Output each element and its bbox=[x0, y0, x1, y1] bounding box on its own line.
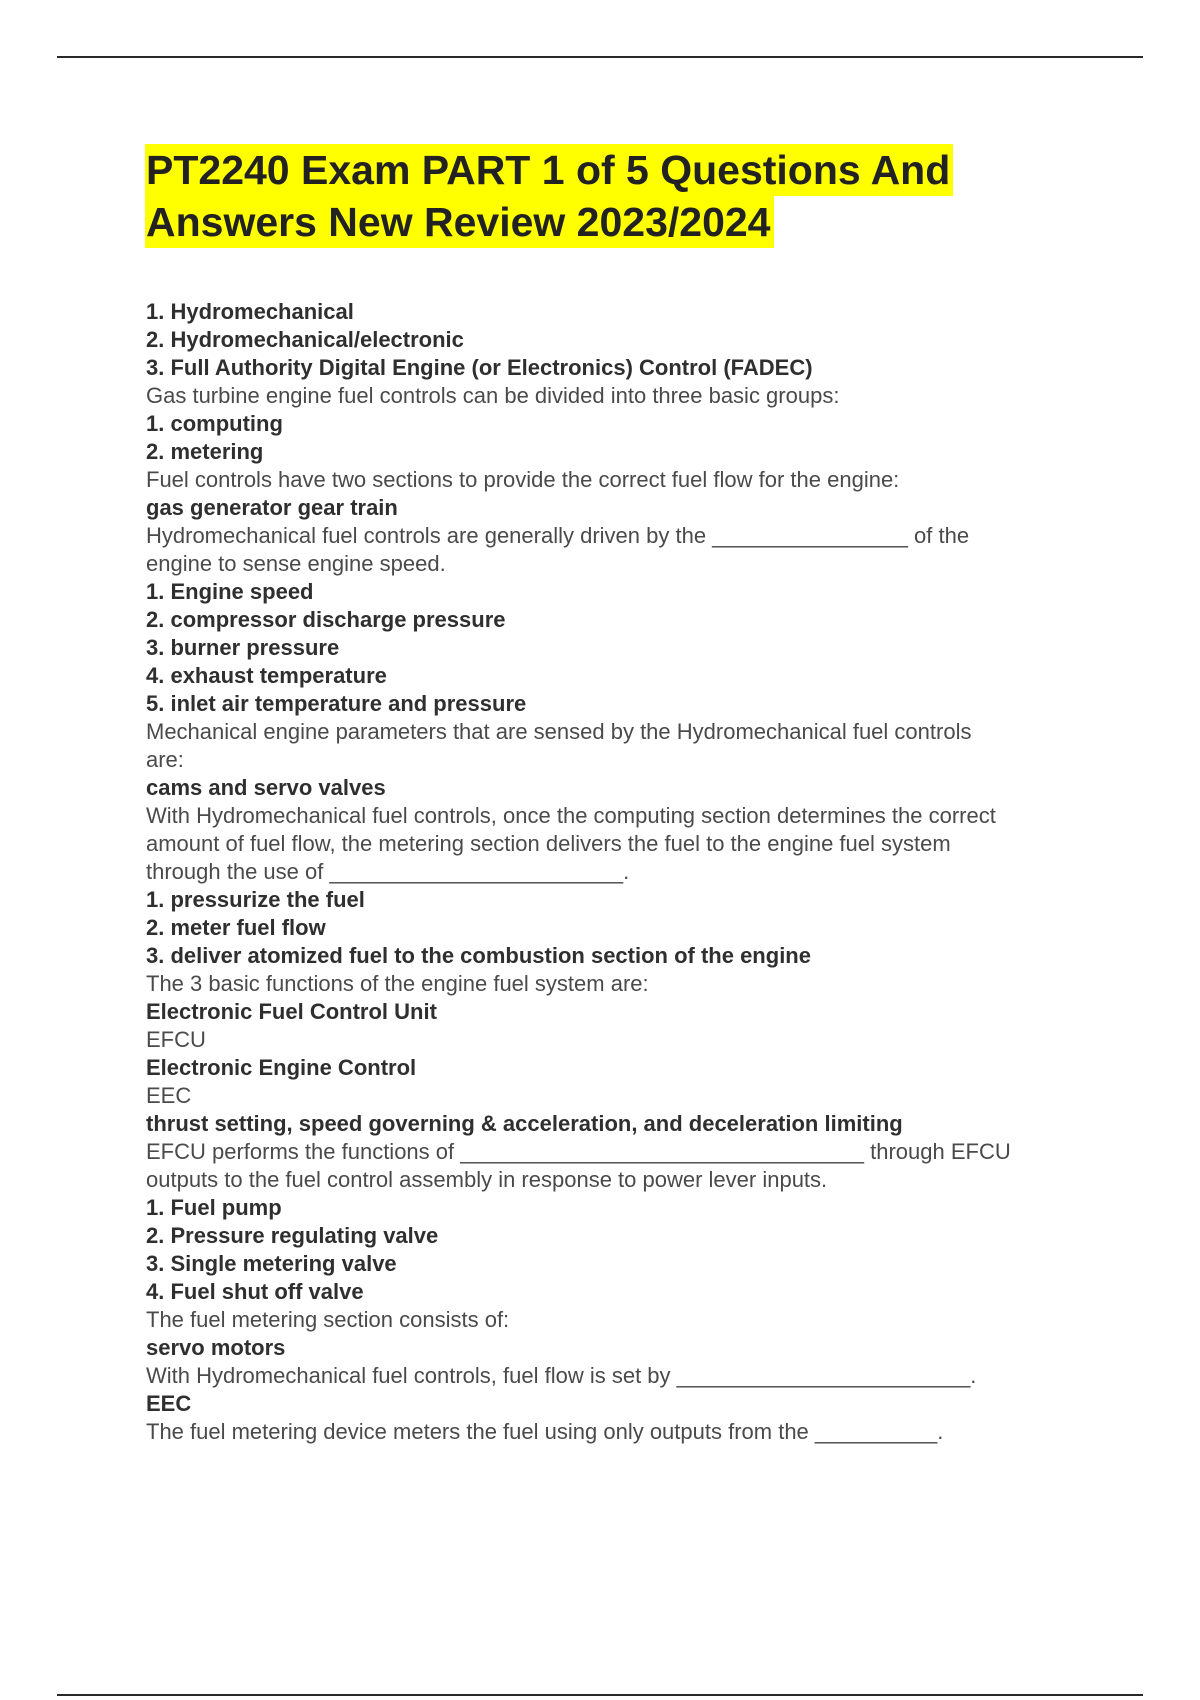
answer-line: 2. meter fuel flow bbox=[146, 915, 326, 940]
question-line: The fuel metering device meters the fuel using only outputs from the __________. bbox=[146, 1419, 944, 1444]
question-line: engine to sense engine speed. bbox=[146, 551, 446, 576]
answer-line: thrust setting, speed governing & acceleration, and deceleration limiting bbox=[146, 1111, 903, 1136]
answer-line: EEC bbox=[146, 1391, 192, 1416]
question-line: through the use of ________________________. bbox=[146, 859, 630, 884]
answer-line: 1. Fuel pump bbox=[146, 1195, 282, 1220]
answer-line: Electronic Fuel Control Unit bbox=[146, 999, 437, 1024]
document-body bbox=[146, 298, 1081, 1446]
question-line: With Hydromechanical fuel controls, once the computing section determines the correct bbox=[146, 803, 996, 828]
answer-line: 3. deliver atomized fuel to the combustion section of the engine bbox=[146, 943, 811, 968]
question-line: Gas turbine engine fuel controls can be divided into three basic groups: bbox=[146, 383, 840, 408]
answer-line: 2. Hydromechanical/electronic bbox=[146, 327, 464, 352]
answer-line: 2. metering bbox=[146, 439, 264, 464]
question-line: Fuel controls have two sections to provide the correct fuel flow for the engine: bbox=[146, 467, 900, 492]
answer-line: 4. Fuel shut off valve bbox=[146, 1279, 364, 1304]
answer-line: 1. computing bbox=[146, 411, 283, 436]
document-title bbox=[145, 144, 1085, 248]
answer-line: 3. Single metering valve bbox=[146, 1251, 397, 1276]
title-line-2: Answers New Review 2023/2024 bbox=[145, 196, 774, 248]
answer-line: 1. pressurize the fuel bbox=[146, 887, 365, 912]
answer-line: gas generator gear train bbox=[146, 495, 398, 520]
question-line: With Hydromechanical fuel controls, fuel flow is set by ________________________. bbox=[146, 1363, 977, 1388]
answer-line: 2. compressor discharge pressure bbox=[146, 607, 506, 632]
answer-line: Electronic Engine Control bbox=[146, 1055, 417, 1080]
answer-line: 1. Hydromechanical bbox=[146, 299, 354, 324]
title-line-1: PT2240 Exam PART 1 of 5 Questions And bbox=[145, 144, 953, 196]
question-line: Hydromechanical fuel controls are generally driven by the ________________ of the bbox=[146, 523, 970, 548]
top-rule bbox=[57, 56, 1143, 58]
bottom-rule bbox=[57, 1694, 1143, 1696]
question-line: The fuel metering section consists of: bbox=[146, 1307, 510, 1332]
question-line: EFCU bbox=[146, 1027, 206, 1052]
question-line: outputs to the fuel control assembly in response to power lever inputs. bbox=[146, 1167, 828, 1192]
question-line: Mechanical engine parameters that are sensed by the Hydromechanical fuel controls bbox=[146, 719, 972, 744]
answer-line: 1. Engine speed bbox=[146, 579, 314, 604]
answer-line: 5. inlet air temperature and pressure bbox=[146, 691, 527, 716]
question-line: are: bbox=[146, 747, 184, 772]
answer-line: 3. burner pressure bbox=[146, 635, 340, 660]
answer-line: 2. Pressure regulating valve bbox=[146, 1223, 439, 1248]
question-line: The 3 basic functions of the engine fuel system are: bbox=[146, 971, 649, 996]
question-line: amount of fuel flow, the metering section delivers the fuel to the engine fuel system bbox=[146, 831, 951, 856]
question-line: EFCU performs the functions of _________________________________ through EFCU bbox=[146, 1139, 1011, 1164]
answer-line: 3. Full Authority Digital Engine (or Electronics) Control (FADEC) bbox=[146, 355, 813, 380]
question-line: EEC bbox=[146, 1083, 192, 1108]
answer-line: cams and servo valves bbox=[146, 775, 386, 800]
answer-line: servo motors bbox=[146, 1335, 286, 1360]
answer-line: 4. exhaust temperature bbox=[146, 663, 387, 688]
